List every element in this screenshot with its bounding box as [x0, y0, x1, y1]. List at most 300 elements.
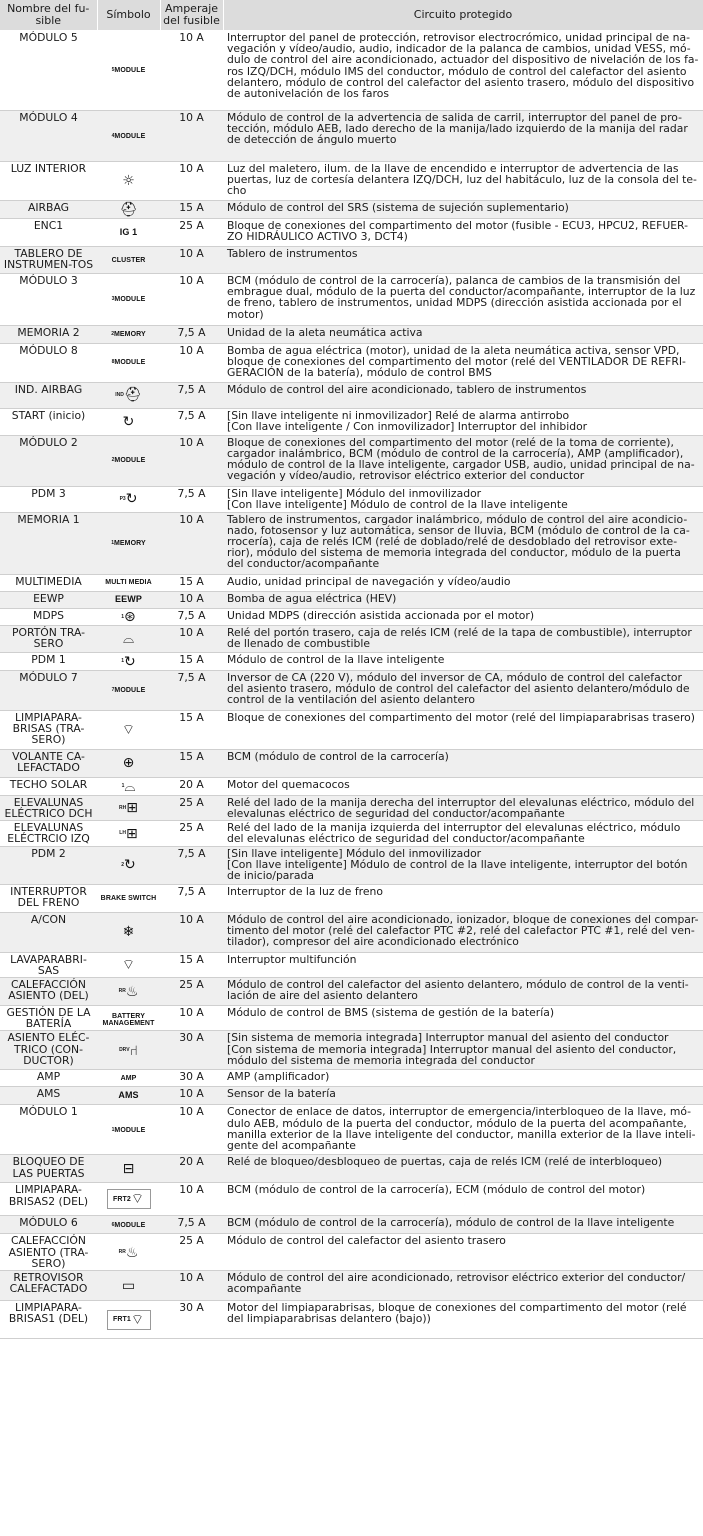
- memory-icon: [111, 327, 147, 343]
- header-amperage: Amperaje del fusible: [160, 0, 223, 31]
- fuse-symbol-cell: [97, 274, 160, 326]
- power-window-rh-icon: [111, 800, 147, 816]
- fuse-symbol-cell: [97, 1301, 160, 1339]
- protected-circuit: BCM (módulo de control de la carrocería), palanca de cambios de la transmisión del embrague dual, módulo de la puerta del conductor/acompañante, interruptor de la luz de freno, tablero de instrumentos, unidad MDPS (dirección asistida accionada por el motor): [223, 274, 703, 326]
- fuse-symbol-cell: [97, 846, 160, 884]
- protected-circuit: AMP (amplificador): [223, 1070, 703, 1087]
- fuse-name: LAVAPARABRI-SAS: [0, 952, 97, 977]
- fuse-name: IND. AIRBAG: [0, 382, 97, 408]
- protected-circuit: Unidad de la aleta neumática activa: [223, 326, 703, 344]
- fuse-name: PDM 3: [0, 486, 97, 512]
- symbol-label: MODULE: [114, 132, 146, 140]
- washer-icon: [111, 957, 147, 973]
- table-row: [0, 512, 703, 574]
- symbol-index: DRV: [119, 1047, 130, 1054]
- symbol-glyph: ⌔: [130, 1191, 145, 1208]
- symbol-glyph: ⊞: [125, 825, 138, 842]
- symbol-index: 1: [121, 658, 125, 665]
- symbol-index: 4: [111, 132, 115, 139]
- fuse-symbol-cell: [97, 653, 160, 671]
- fuse-symbol-cell: [97, 408, 160, 435]
- module-icon: [111, 1217, 147, 1233]
- table-row: [0, 777, 703, 795]
- fuse-symbol-cell: [97, 670, 160, 710]
- symbol-glyph: ⌓: [122, 631, 135, 648]
- protected-circuit: Módulo de control de la advertencia de salida de carril, interruptor del panel de pro-tección, módulo AEB, lado derecho de la manija/lado izquierdo de la manija del radar de detección de ángulo muerto: [223, 111, 703, 162]
- fuse-name: MÓDULO 6: [0, 1216, 97, 1234]
- symbol-index: RH: [119, 804, 127, 811]
- table-row: [0, 219, 703, 247]
- symbol-label: MODULE: [114, 359, 146, 367]
- fuse-amperage: 7,5 A: [160, 1216, 223, 1234]
- table-row: [0, 670, 703, 710]
- symbol-label: MODULE: [114, 67, 146, 75]
- sunroof-icon: [111, 779, 147, 795]
- fuse-name: LIMPIAPARA-BRISAS1 (DEL): [0, 1301, 97, 1339]
- protected-circuit: Módulo de control de BMS (sistema de gestión de la batería): [223, 1006, 703, 1031]
- table-row: [0, 1155, 703, 1183]
- fuse-amperage: 10 A: [160, 435, 223, 486]
- symbol-label: CLUSTER: [111, 256, 146, 264]
- fuse-symbol-cell: [97, 1234, 160, 1271]
- protected-circuit: Relé del portón trasero, caja de relés ICM (relé de la tapa de combustible), interruptor de llenado de combustible: [223, 626, 703, 653]
- protected-circuit: Bomba de agua eléctrica (HEV): [223, 591, 703, 608]
- symbol-glyph: ⊛: [124, 609, 136, 626]
- symbol-label: MEMORY: [113, 539, 146, 547]
- protected-circuit: Módulo de control del aire acondicionado, tablero de instrumentos: [223, 382, 703, 408]
- table-row: [0, 486, 703, 512]
- symbol-glyph: ▭: [121, 1277, 136, 1294]
- symbol-index: 5: [111, 67, 115, 74]
- snowflake-icon: [111, 924, 147, 940]
- fuse-name: LIMPIAPARA-BRISAS2 (DEL): [0, 1183, 97, 1216]
- table-row: [0, 343, 703, 382]
- symbol-glyph: ⛑: [123, 387, 142, 404]
- module-icon: [111, 683, 147, 699]
- fuse-amperage: 30 A: [160, 1301, 223, 1339]
- table-row: [0, 608, 703, 626]
- fuse-amperage: 15 A: [160, 749, 223, 777]
- symbol-index: 8: [111, 359, 115, 366]
- fuse-symbol-cell: [97, 201, 160, 219]
- fuse-name: MÓDULO 3: [0, 274, 97, 326]
- table-row: [0, 653, 703, 671]
- table-row: [0, 435, 703, 486]
- fuse-name: MÓDULO 7: [0, 670, 97, 710]
- symbol-index: 1: [111, 1126, 115, 1133]
- table-row: [0, 1031, 703, 1070]
- symbol-glyph: ⑁: [129, 1042, 138, 1059]
- protected-circuit: Módulo de control del aire acondicionado, retrovisor eléctrico exterior del conductor/ acompañante: [223, 1271, 703, 1301]
- symbol-glyph: ☼: [122, 173, 135, 189]
- table-row: [0, 274, 703, 326]
- power-seat-icon: [111, 1043, 147, 1059]
- fuse-amperage: 25 A: [160, 219, 223, 247]
- fuse-name: LIMPIAPARA-BRISAS (TRA-SERO): [0, 710, 97, 749]
- module-icon: [111, 292, 147, 308]
- fuse-symbol-cell: [97, 912, 160, 952]
- ams-icon: [111, 1088, 147, 1104]
- fuse-name: PDM 2: [0, 846, 97, 884]
- steering-icon: [111, 609, 147, 625]
- fuse-amperage: 20 A: [160, 777, 223, 795]
- fuse-amperage: 10 A: [160, 1087, 223, 1105]
- protected-circuit: Módulo de control del calefactor del asiento trasero: [223, 1234, 703, 1271]
- fuse-amperage: 15 A: [160, 574, 223, 591]
- fuse-symbol-cell: [97, 710, 160, 749]
- module-icon: [111, 128, 147, 144]
- fuse-symbol-cell: [97, 608, 160, 626]
- symbol-label: MODULE: [114, 1221, 146, 1229]
- fuse-name: BLOQUEO DE LAS PUERTAS: [0, 1155, 97, 1183]
- fuse-name: MULTIMEDIA: [0, 574, 97, 591]
- table-row: [0, 111, 703, 162]
- table-row: [0, 591, 703, 608]
- fuse-symbol-cell: [97, 821, 160, 846]
- protected-circuit: Bloque de conexiones del compartimento del motor (fusible - ECU3, HPCU2, REFUER-ZO HIDRÁULICO ACTIVO 3, DCT4): [223, 219, 703, 247]
- symbol-index: 6: [111, 1221, 115, 1228]
- fuse-symbol-cell: [97, 486, 160, 512]
- protected-circuit: Bloque de conexiones del compartimento del motor (relé de la toma de corriente), cargador inalámbrico, BCM (módulo de control de la carrocería), AMP (amplificador), módulo de control de la llave inteligente, cargador USB, audio, unidad principal de na-vegación y vídeo/audio, retrovisor eléctrico exterior del conductor: [223, 435, 703, 486]
- fuse-name: MÓDULO 2: [0, 435, 97, 486]
- fuse-name: CALEFACCIÓN ASIENTO (DEL): [0, 978, 97, 1006]
- table-row: [0, 1216, 703, 1234]
- module-icon: [111, 453, 147, 469]
- table-row: [0, 382, 703, 408]
- fuse-name: ENC1: [0, 219, 97, 247]
- fuse-amperage: 7,5 A: [160, 670, 223, 710]
- fuse-symbol-cell: [97, 1105, 160, 1155]
- fuse-symbol-cell: [97, 343, 160, 382]
- fuse-symbol-cell: [97, 1216, 160, 1234]
- module-icon: [111, 1122, 147, 1138]
- symbol-glyph: ⊞: [126, 800, 138, 817]
- fuse-amperage: 30 A: [160, 1070, 223, 1087]
- symbol-glyph: ↻: [125, 491, 138, 508]
- table-row: [0, 749, 703, 777]
- protected-circuit: Motor del limpiaparabrisas, bloque de conexiones del compartimento del motor (relé del limpiaparabrisas delantero (bajo)): [223, 1301, 703, 1339]
- fuse-symbol-cell: [97, 1183, 160, 1216]
- symbol-index: 1: [111, 539, 114, 546]
- symbol-label: FRT1: [112, 1316, 131, 1324]
- table-row: [0, 912, 703, 952]
- symbol-label: IG 1: [119, 227, 138, 237]
- heated-wheel-icon: [111, 755, 147, 771]
- fuse-symbol-cell: [97, 111, 160, 162]
- symbol-glyph: ⌓: [124, 778, 136, 795]
- symbol-label: MEMORY: [113, 331, 146, 339]
- fuse-amperage: 10 A: [160, 343, 223, 382]
- start-icon: [111, 414, 147, 430]
- table-row: [0, 162, 703, 201]
- fuse-amperage: 10 A: [160, 31, 223, 111]
- fuse-amperage: 7,5 A: [160, 846, 223, 884]
- symbol-glyph: ⌔: [121, 721, 136, 738]
- fuse-symbol-cell: [97, 512, 160, 574]
- fuse-name: GESTIÓN DE LA BATERÍA: [0, 1006, 97, 1031]
- battery-management-icon: [99, 1012, 158, 1028]
- protected-circuit: Interruptor de la luz de freno: [223, 884, 703, 912]
- table-row: [0, 821, 703, 846]
- fuse-name: RETROVISOR CALEFACTADO: [0, 1271, 97, 1301]
- symbol-label: MODULE: [114, 687, 146, 695]
- symbol-index: 2: [111, 331, 114, 337]
- fuse-amperage: 20 A: [160, 1155, 223, 1183]
- fuse-amperage: 25 A: [160, 1234, 223, 1271]
- fuse-name: TABLERO DE INSTRUMEN-TOS: [0, 247, 97, 274]
- table-row: [0, 626, 703, 653]
- fuse-name: MÓDULO 8: [0, 343, 97, 382]
- symbol-glyph: ⊟: [122, 1160, 135, 1177]
- fuse-amperage: 10 A: [160, 512, 223, 574]
- seat-heater-rear-icon: [111, 1245, 147, 1261]
- fuse-name: MEMORIA 1: [0, 512, 97, 574]
- fuse-symbol-cell: [97, 247, 160, 274]
- fuse-symbol-cell: [97, 591, 160, 608]
- airbag-icon: [111, 202, 147, 218]
- symbol-label: FRT2: [112, 1195, 131, 1203]
- protected-circuit: Conector de enlace de datos, interruptor de emergencia/interbloqueo de la llave, mó-dulo AEB, módulo de la puerta del conductor, módulo de la puerta del acompañante, manilla exterior de la llave inteligente del conductor, manilla exterior de la llave inteli-gente del acompañante: [223, 1105, 703, 1155]
- protected-circuit: [Sin sistema de memoria integrada] Interruptor manual del asiento del conductor [Con sistema de memoria integrada] Interruptor manual del asiento del conductor, módulo del sistema de memoria integrada del conductor: [223, 1031, 703, 1070]
- protected-circuit: [Sin llave inteligente ni inmovilizador] Relé de alarma antirrobo [Con llave inteligente / Con inmovilizador] Interruptor del inhibidor: [223, 408, 703, 435]
- fuse-symbol-cell: [97, 1031, 160, 1070]
- fuse-symbol-cell: [97, 162, 160, 201]
- fuse-name: ELEVALUNAS ELÉCTRCIO IZQ: [0, 821, 97, 846]
- fuse-amperage: 10 A: [160, 1105, 223, 1155]
- fuse-symbol-cell: [97, 1087, 160, 1105]
- fuse-amperage: 10 A: [160, 1271, 223, 1301]
- fuse-name: AMP: [0, 1070, 97, 1087]
- fuse-amperage: 7,5 A: [160, 884, 223, 912]
- fuse-amperage: 7,5 A: [160, 608, 223, 626]
- table-header-row: [0, 0, 703, 31]
- symbol-index: IND: [115, 391, 124, 398]
- fuse-name: TECHO SOLAR: [0, 777, 97, 795]
- fuse-amperage: 25 A: [160, 821, 223, 846]
- protected-circuit: Módulo de control del calefactor del asiento delantero, módulo de control de la venti-lación de aire del asiento delantero: [223, 978, 703, 1006]
- symbol-index: 1: [121, 613, 125, 620]
- module-icon: [111, 63, 147, 79]
- fuse-name: LUZ INTERIOR: [0, 162, 97, 201]
- symbol-index: LH: [119, 830, 126, 837]
- protected-circuit: Bomba de agua eléctrica (motor), unidad de la aleta neumática activa, sensor VPD, bloque de conexiones del compartimento del motor (relé del VENTILADOR DE REFRI-GERACIÓN de la batería), módulo de control BMS: [223, 343, 703, 382]
- symbol-label: BATTERY MANAGEMENT: [102, 1012, 155, 1027]
- fuse-symbol-cell: [97, 1070, 160, 1087]
- table-row: [0, 1301, 703, 1339]
- room-lamp-icon: [111, 173, 147, 189]
- protected-circuit: Interruptor multifunción: [223, 952, 703, 977]
- table-row: [0, 574, 703, 591]
- heated-mirror-icon: [111, 1278, 147, 1294]
- protected-circuit: Bloque de conexiones del compartimento del motor (relé del limpiaparabrisas trasero): [223, 710, 703, 749]
- fuse-amperage: 15 A: [160, 201, 223, 219]
- symbol-index: 2: [121, 861, 125, 868]
- symbol-index: 1: [121, 783, 125, 790]
- seat-heater-front-icon: [111, 984, 147, 1000]
- fuse-amperage: 25 A: [160, 795, 223, 820]
- protected-circuit: Tablero de instrumentos: [223, 247, 703, 274]
- brake-switch-icon: [101, 890, 157, 906]
- header-symbol: Símbolo: [97, 0, 160, 31]
- fuse-amperage: 25 A: [160, 978, 223, 1006]
- fuse-symbol-cell: [97, 574, 160, 591]
- table-row: [0, 408, 703, 435]
- ig1-icon: [111, 225, 147, 241]
- table-row: [0, 884, 703, 912]
- symbol-label: BRAKE SWITCH: [100, 894, 157, 902]
- fuse-symbol-cell: [97, 749, 160, 777]
- fuse-amperage: 10 A: [160, 111, 223, 162]
- symbol-label: AMP: [120, 1074, 137, 1082]
- symbol-label: MULTI MEDIA: [105, 579, 152, 587]
- symbol-glyph: ↻: [124, 653, 136, 670]
- table-row: [0, 710, 703, 749]
- symbol-index: RR: [118, 988, 126, 995]
- front-wiper-2-icon: [107, 1189, 151, 1209]
- table-row: [0, 952, 703, 977]
- protected-circuit: Tablero de instrumentos, cargador inalámbrico, módulo de control del aire acondicio-nado, fotosensor y luz automática, sensor de lluvia, BCM (módulo de control de la ca-rrocería), caja de relés ICM (relé de doblado/relé de desdoblado del retrovisor exte-rior), módulo del sistema de memoria integrada del conductor, módulo de la puerta del conductor/acompañante: [223, 512, 703, 574]
- fuse-name: CALEFACCIÓN ASIENTO (TRA-SERO): [0, 1234, 97, 1271]
- symbol-index: 7: [111, 687, 115, 694]
- fuse-name: PORTÓN TRA-SERO: [0, 626, 97, 653]
- fuse-amperage: 10 A: [160, 912, 223, 952]
- fuse-amperage: 10 A: [160, 162, 223, 201]
- protected-circuit: Interruptor del panel de protección, retrovisor electrocrómico, unidad principal de na-vegación y vídeo/audio, audio, indicador de la palanca de cambios, unidad VESS, mó-dulo de control del aire acondicionado, actuador del dispositivo de nivelación de los fa-ros IZQ/DCH, módulo IMS del conductor, módulo de control del calefactor del asiento delantero, módulo de control del calefactor del asiento trasero, módulo del dispositivo de autonivelación de los faros: [223, 31, 703, 111]
- table-body: [0, 31, 703, 1339]
- symbol-glyph: ⌔: [121, 956, 136, 973]
- symbol-glyph: ⌔: [130, 1311, 145, 1328]
- cluster-icon: [111, 252, 147, 268]
- fuse-amperage: 7,5 A: [160, 326, 223, 344]
- protected-circuit: BCM (módulo de control de la carrocería), ECM (módulo de control del motor): [223, 1183, 703, 1216]
- fuse-symbol-cell: [97, 1006, 160, 1031]
- symbol-glyph: ❄: [122, 924, 135, 941]
- table-row: [0, 1234, 703, 1271]
- fuse-name: AIRBAG: [0, 201, 97, 219]
- power-window-lh-icon: [111, 826, 147, 842]
- fuse-amperage: 10 A: [160, 626, 223, 653]
- table-row: [0, 247, 703, 274]
- symbol-glyph: ♨: [125, 983, 139, 1000]
- protected-circuit: Unidad MDPS (dirección asistida accionada por el motor): [223, 608, 703, 626]
- pdm1-icon: [111, 654, 147, 670]
- tailgate-icon: [111, 631, 147, 647]
- fuse-symbol-cell: [97, 1155, 160, 1183]
- fuse-amperage: 7,5 A: [160, 408, 223, 435]
- header-fuse-name: Nombre del fu-sible: [0, 0, 97, 31]
- fuse-symbol-cell: [97, 31, 160, 111]
- symbol-index: RR: [118, 1248, 126, 1255]
- fuse-amperage: 30 A: [160, 1031, 223, 1070]
- fuse-amperage: 7,5 A: [160, 486, 223, 512]
- fuse-symbol-cell: [97, 219, 160, 247]
- table-row: [0, 326, 703, 344]
- table-row: [0, 846, 703, 884]
- fuse-name: MÓDULO 4: [0, 111, 97, 162]
- protected-circuit: Motor del quemacocos: [223, 777, 703, 795]
- symbol-glyph: ⛑: [119, 201, 138, 218]
- fuse-name: MDPS: [0, 608, 97, 626]
- fuse-symbol-cell: [97, 952, 160, 977]
- fuse-symbol-cell: [97, 626, 160, 653]
- protected-circuit: Audio, unidad principal de navegación y vídeo/audio: [223, 574, 703, 591]
- table-row: [0, 1183, 703, 1216]
- memory-icon: [111, 535, 147, 551]
- eewp-icon: [111, 592, 147, 608]
- header-circuit: Circuito protegido: [223, 0, 703, 31]
- protected-circuit: Inversor de CA (220 V), módulo del inversor de CA, módulo de control del calefactor del asiento trasero, módulo de control del calefactor del asiento delantero/módulo de control de la ventilación del asiento delantero: [223, 670, 703, 710]
- protected-circuit: [Sin llave inteligente] Módulo del inmovilizador [Con llave inteligente] Módulo de control de la llave inteligente: [223, 486, 703, 512]
- amp-icon: [111, 1070, 147, 1086]
- symbol-label: EEWP: [115, 594, 142, 605]
- fuse-name: START (inicio): [0, 408, 97, 435]
- fuse-amperage: 15 A: [160, 710, 223, 749]
- pdm3-icon: [111, 491, 147, 507]
- fuse-symbol-cell: [97, 884, 160, 912]
- fuse-symbol-cell: [97, 435, 160, 486]
- protected-circuit: Módulo de control del aire acondicionado, ionizador, bloque de conexiones del compar-timento del motor (relé del calefactor PTC #2, relé del calefactor PTC #1, relé del ven-tilador), compresor del aire acondicionado electrónico: [223, 912, 703, 952]
- symbol-glyph: ↻: [124, 857, 136, 874]
- symbol-glyph: ♨: [125, 1244, 139, 1261]
- symbol-index: 2: [111, 457, 115, 464]
- protected-circuit: Relé del lado de la manija derecha del interruptor del elevalunas eléctrico, módulo del elevalunas eléctrico de seguridad del conductor/acompañante: [223, 795, 703, 820]
- protected-circuit: Módulo de control del SRS (sistema de sujeción suplementario): [223, 201, 703, 219]
- symbol-glyph: ↻: [122, 413, 135, 430]
- fuse-symbol-cell: [97, 382, 160, 408]
- multimedia-icon: [105, 575, 151, 591]
- fuse-amperage: 7,5 A: [160, 382, 223, 408]
- table-row: [0, 1070, 703, 1087]
- fuse-amperage: 15 A: [160, 653, 223, 671]
- protected-circuit: [Sin llave inteligente] Módulo del inmovilizador [Con llave inteligente] Módulo de control de la llave inteligente, interruptor del botón de inicio/parada: [223, 846, 703, 884]
- symbol-glyph: ⊕: [122, 755, 135, 772]
- fuse-symbol-cell: [97, 326, 160, 344]
- fuse-symbol-cell: [97, 1271, 160, 1301]
- protected-circuit: Relé del lado de la manija izquierda del interruptor del elevalunas eléctrico, módulo del elevalunas eléctrico de seguridad del conductor/acompañante: [223, 821, 703, 846]
- fuse-name: EEWP: [0, 591, 97, 608]
- fuse-symbol-cell: [97, 978, 160, 1006]
- fuse-name: ELEVALUNAS ELÉCTRICO DCH: [0, 795, 97, 820]
- fuse-symbol-cell: [97, 795, 160, 820]
- fuse-name: A/CON: [0, 912, 97, 952]
- table-row: [0, 1271, 703, 1301]
- fuse-symbol-cell: [97, 777, 160, 795]
- table-row: [0, 795, 703, 820]
- protected-circuit: Luz del maletero, ilum. de la llave de encendido e interruptor de advertencia de las puertas, luz de cortesía delantera IZQ/DCH, luz del habitáculo, luz de la consola del te-cho: [223, 162, 703, 201]
- symbol-index: P3: [119, 495, 126, 502]
- table-row: [0, 31, 703, 111]
- table-row: [0, 201, 703, 219]
- protected-circuit: BCM (módulo de control de la carrocería): [223, 749, 703, 777]
- fuse-name: PDM 1: [0, 653, 97, 671]
- fuse-amperage: 10 A: [160, 247, 223, 274]
- pdm2-icon: [111, 857, 147, 873]
- symbol-label: MODULE: [114, 296, 146, 304]
- table-row: [0, 1087, 703, 1105]
- fuse-name: INTERRUPTOR DEL FRENO: [0, 884, 97, 912]
- table-row: [0, 1006, 703, 1031]
- symbol-index: 3: [111, 296, 115, 303]
- rear-wiper-icon: [111, 722, 147, 738]
- protected-circuit: Sensor de la batería: [223, 1087, 703, 1105]
- symbol-label: MODULE: [114, 1126, 146, 1134]
- fuse-name: MÓDULO 1: [0, 1105, 97, 1155]
- fuse-amperage: 10 A: [160, 591, 223, 608]
- front-wiper-1-icon: [107, 1310, 151, 1330]
- door-lock-icon: [111, 1161, 147, 1177]
- protected-circuit: BCM (módulo de control de la carrocería), módulo de control de la llave inteligente: [223, 1216, 703, 1234]
- fuse-name: MÓDULO 5: [0, 31, 97, 111]
